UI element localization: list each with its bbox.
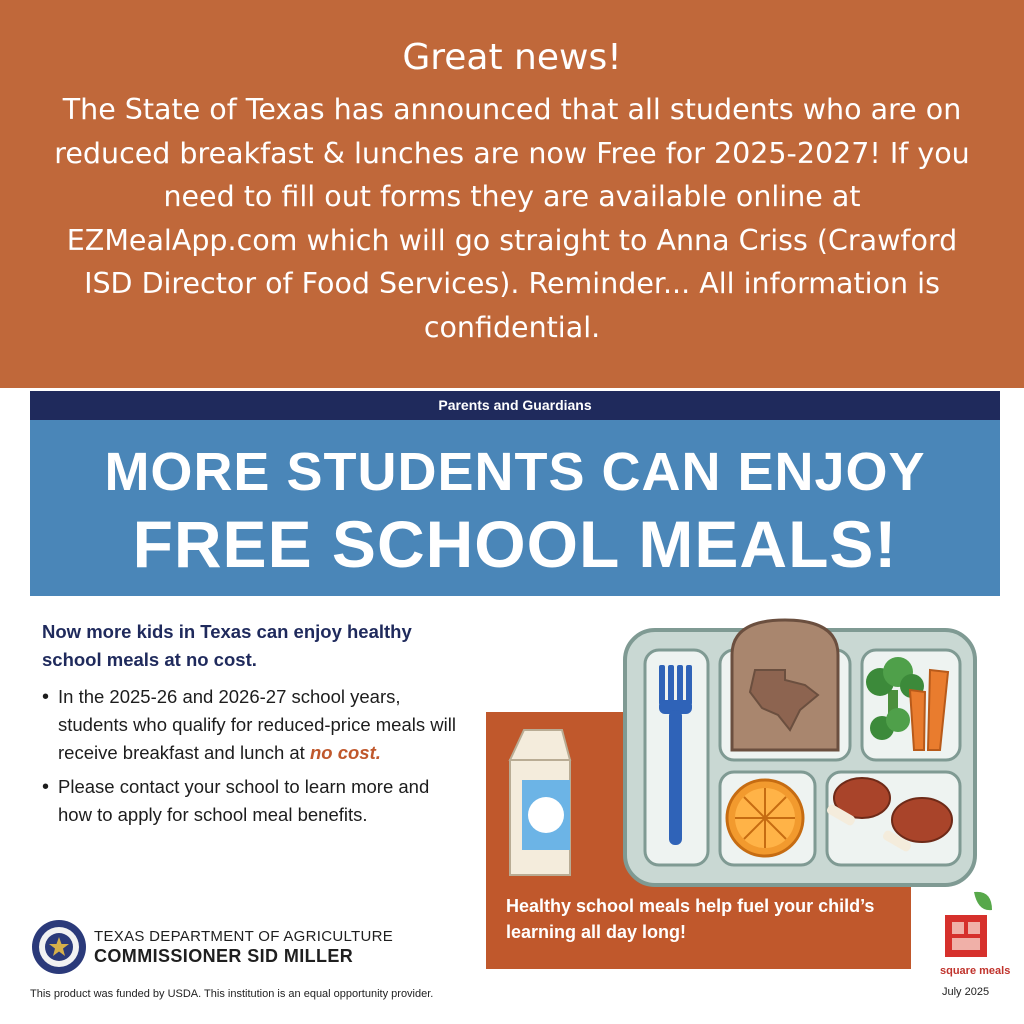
food-caption: Healthy school meals help fuel your child’s learning all day long! (506, 896, 875, 942)
logo-text: square meals (940, 965, 1011, 977)
bullet-item (42, 773, 462, 829)
bullet-list (42, 683, 462, 835)
funding-note: This product was funded by USDA. This institution is an equal opportunity provider. (30, 988, 434, 1000)
hero-title (30, 420, 1000, 596)
no-cost-emphasis: no cost. (309, 742, 381, 763)
toast-icon (732, 620, 838, 750)
milk-carton-icon (500, 720, 580, 880)
intro-text: Now more kids in Texas can enjoy healthy school meals at no cost. (42, 621, 412, 670)
banner-headline: Great news! (402, 37, 622, 78)
hero-title-line1: MORE STUDENTS CAN ENJOY (104, 442, 926, 502)
date-label: July 2025 (942, 986, 990, 998)
agency-name: TEXAS DEPARTMENT OF AGRICULTURE (94, 928, 394, 945)
orange-slice-icon (727, 780, 803, 856)
banner-message: The State of Texas has announced that all students who are on reduced breakfast & lunches are now Free for 2025-2027! If you need to fill out forms they are available online at EZMealApp.com which will go straight to Anna Criss (Crawford ISD Director of Food Services). Reminder... All information is confidential. (54, 93, 970, 344)
commissioner-name: COMMISSIONER SID MILLER (94, 946, 354, 966)
bullet-text: In the 2025-26 and 2026-27 school years, students who qualify for reduced-price meals will receive breakfast and lunch at (58, 686, 456, 763)
bullet-item (42, 683, 462, 767)
hero-title-line2: FREE SCHOOL MEALS! (132, 507, 898, 581)
bullet-text: Please contact your school to learn more and how to apply for school meal benefits. (58, 776, 430, 825)
audience-strip: Parents and Guardians (30, 391, 1000, 420)
texas-seal-icon (30, 918, 88, 976)
top-banner (0, 0, 1024, 388)
